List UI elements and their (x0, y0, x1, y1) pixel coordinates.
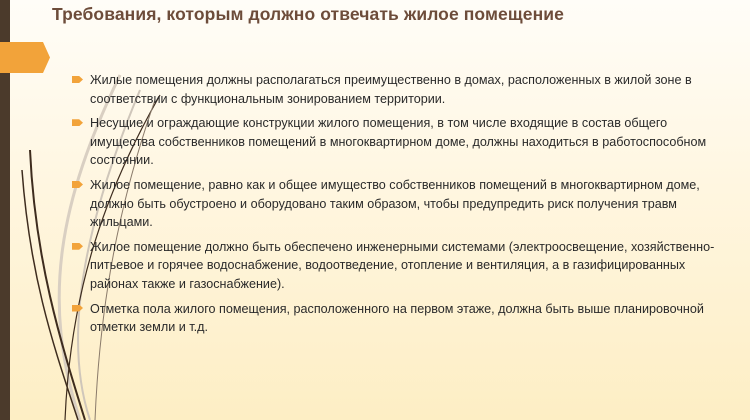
bullet-text: Жилое помещение, равно как и общее имущество собственников помещений в многоквартирном доме, должно быть обустроено и оборудовано таким образом, чтобы предупредить риск получения травм жильцами. (90, 177, 700, 230)
arrow-bullet-icon (72, 181, 83, 188)
accent-tab (0, 42, 50, 73)
list-item (72, 114, 722, 170)
bullet-list (72, 71, 722, 343)
bullet-text: Жилые помещения должны располагаться преимущественно в домах, расположенных в жилой зоне в соответствии с функциональным зонированием территории. (90, 73, 692, 106)
bullet-text: Жилое помещение должно быть обеспечено инженерными системами (электроосвещение, хозяйственно-питьевое и горячее водоснабжение, водоотведение, отопление и вентиляция, а в газифицированных районах также и газоснабжение). (90, 239, 715, 291)
arrow-bullet-icon (72, 305, 83, 312)
list-item (72, 176, 722, 232)
slide-title: Требования, которым должно отвечать жилое помещение (52, 4, 564, 24)
bullet-text: Несущие и ограждающие конструкции жилого помещения, в том числе входящие в состав общего имущества собственников помещений в многоквартирном доме, должны находиться в работоспособном состоянии. (90, 116, 707, 168)
list-item (72, 71, 722, 108)
bullet-text: Отметка пола жилого помещения, расположенного на первом этаже, должна быть выше планировочной отметки земли и т.д. (90, 301, 704, 335)
list-item (72, 300, 722, 337)
list-item (72, 238, 722, 294)
arrow-bullet-icon (72, 243, 83, 250)
arrow-bullet-icon (72, 76, 83, 83)
arrow-bullet-icon (72, 119, 83, 126)
